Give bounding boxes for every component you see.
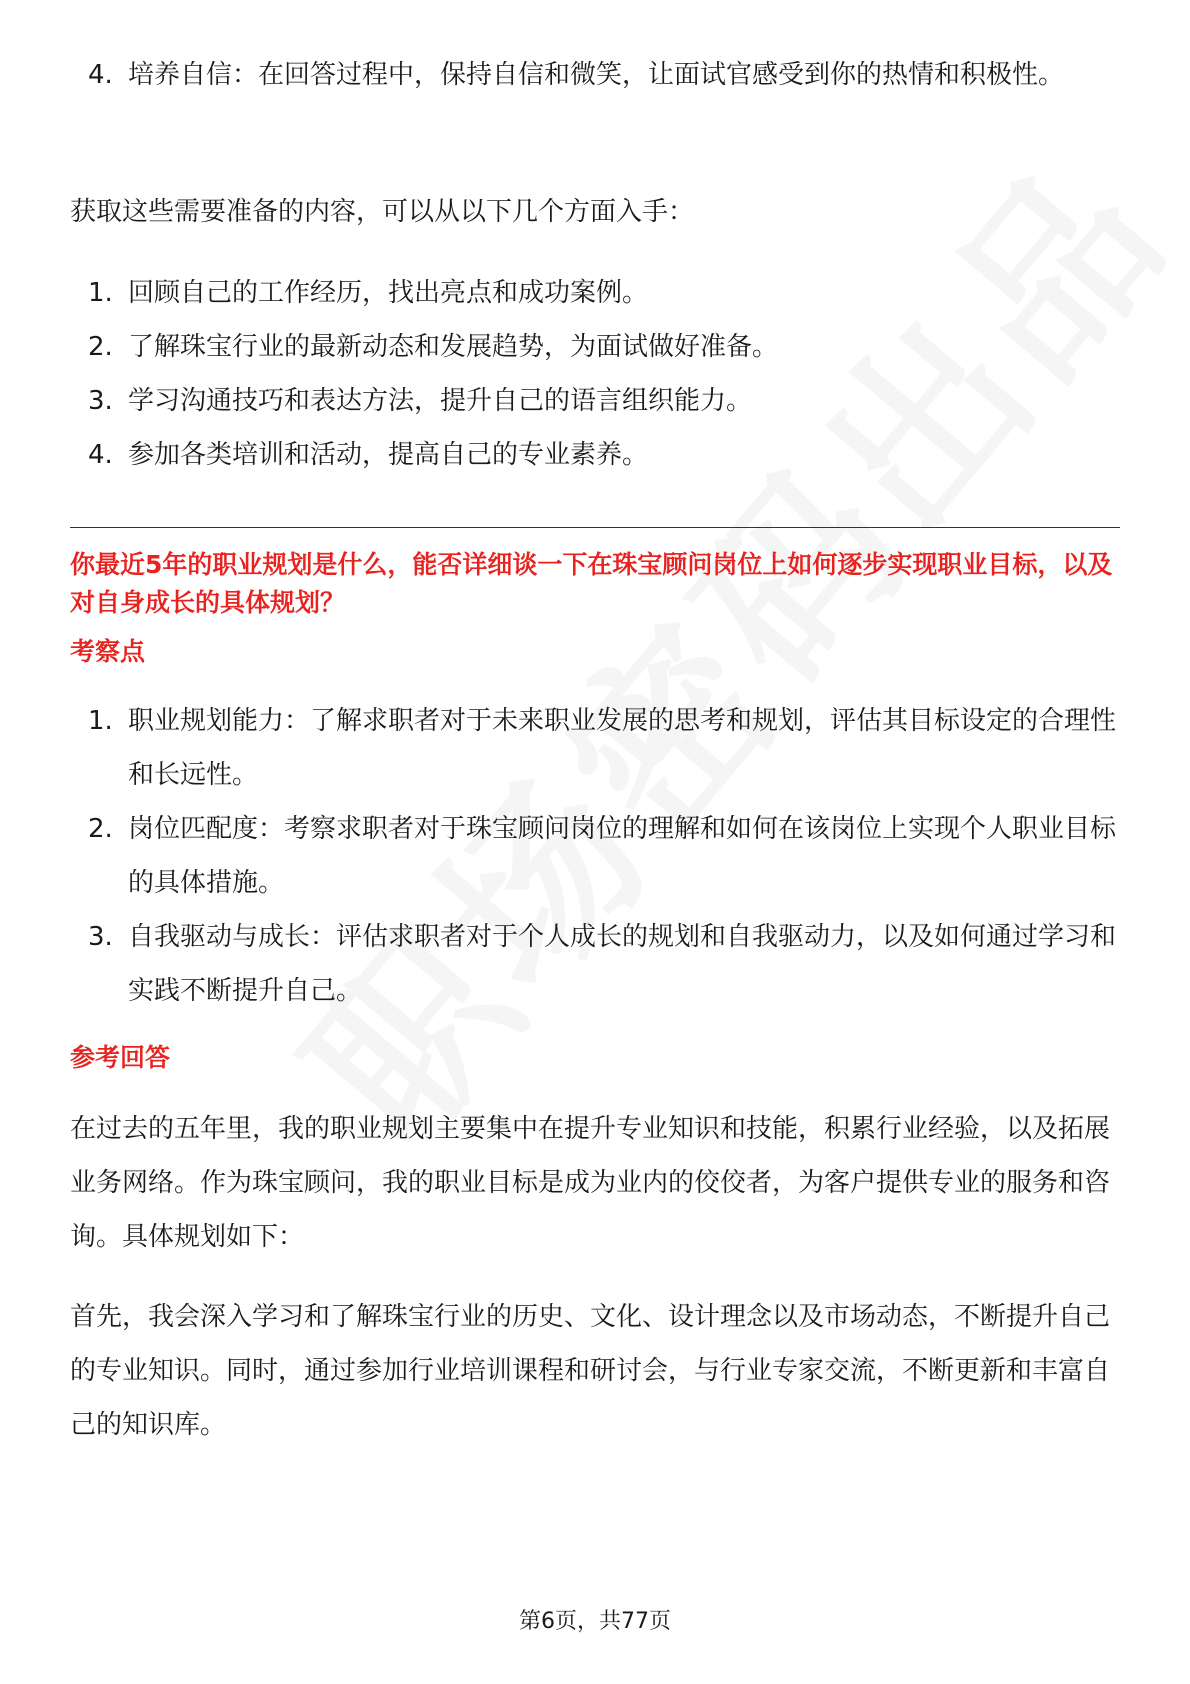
page-footer: 第6页，共77页 [519, 1609, 671, 1634]
list-number: 4. [88, 440, 113, 470]
answer-paragraph-2-section [70, 1290, 1120, 1452]
intro-list-section [70, 48, 1120, 102]
list-number: 1. [88, 706, 113, 736]
focus-list-section [70, 694, 1120, 1018]
list-text: 职业规划能力：了解求职者对于未来职业发展的思考和规划，评估其目标设定的合理性和长远性。 [128, 706, 1117, 790]
list-item [70, 266, 1120, 320]
list-text: 培养自信：在回答过程中，保持自信和微笑，让面试官感受到你的热情和积极性。 [128, 60, 1065, 90]
list-text: 参加各类培训和活动，提高自己的专业素养。 [128, 440, 649, 470]
list-item [70, 48, 1120, 102]
list-number: 1. [88, 278, 113, 308]
list-item [70, 374, 1120, 428]
prep-list-section [70, 266, 1120, 482]
intro-list [70, 48, 1120, 102]
answer-title: 参考回答 [70, 1043, 171, 1072]
list-text: 学习沟通技巧和表达方法，提升自己的语言组织能力。 [128, 386, 753, 416]
list-item [70, 428, 1120, 482]
list-item [70, 694, 1120, 802]
question-heading: 你最近5年的职业规划是什么，能否详细谈一下在珠宝顾问岗位上如何逐步实现职业目标，以及对自身成长的具体规划？ [70, 550, 1113, 617]
answer-paragraph: 首先，我会深入学习和了解珠宝行业的历史、文化、设计理念以及市场动态，不断提升自己的专业知识。同时，通过参加行业培训课程和研讨会，与行业专家交流，不断更新和丰富自己的知识库。 [70, 1302, 1111, 1440]
focus-list [70, 694, 1120, 1018]
list-item [70, 910, 1120, 1018]
prep-intro-section [70, 185, 1120, 239]
section-divider [70, 527, 1120, 528]
answer-title-section [70, 1039, 1120, 1077]
list-number: 3. [88, 922, 113, 952]
list-text: 自我驱动与成长：评估求职者对于个人成长的规划和自我驱动力，以及如何通过学习和实践不断提升自己。 [128, 922, 1117, 1006]
list-number: 3. [88, 386, 113, 416]
question-section [70, 546, 1120, 622]
list-item [70, 802, 1120, 910]
list-number: 2. [88, 332, 113, 362]
prep-list [70, 266, 1120, 482]
list-item [70, 320, 1120, 374]
list-text: 回顾自己的工作经历，找出亮点和成功案例。 [128, 278, 649, 308]
prep-intro: 获取这些需要准备的内容，可以从以下几个方面入手： [70, 197, 695, 227]
answer-paragraph-1-section [70, 1102, 1120, 1264]
list-text: 岗位匹配度：考察求职者对于珠宝顾问岗位的理解和如何在该岗位上实现个人职业目标的具体措施。 [128, 814, 1117, 898]
focus-title-section [70, 633, 1120, 671]
answer-paragraph: 在过去的五年里，我的职业规划主要集中在提升专业知识和技能，积累行业经验，以及拓展业务网络。作为珠宝顾问，我的职业目标是成为业内的佼佼者，为客户提供专业的服务和咨询。具体规划如下： [70, 1114, 1111, 1252]
list-number: 2. [88, 814, 113, 844]
list-text: 了解珠宝行业的最新动态和发展趋势，为面试做好准备。 [128, 332, 779, 362]
list-number: 4. [88, 60, 113, 90]
focus-title: 考察点 [70, 637, 146, 666]
